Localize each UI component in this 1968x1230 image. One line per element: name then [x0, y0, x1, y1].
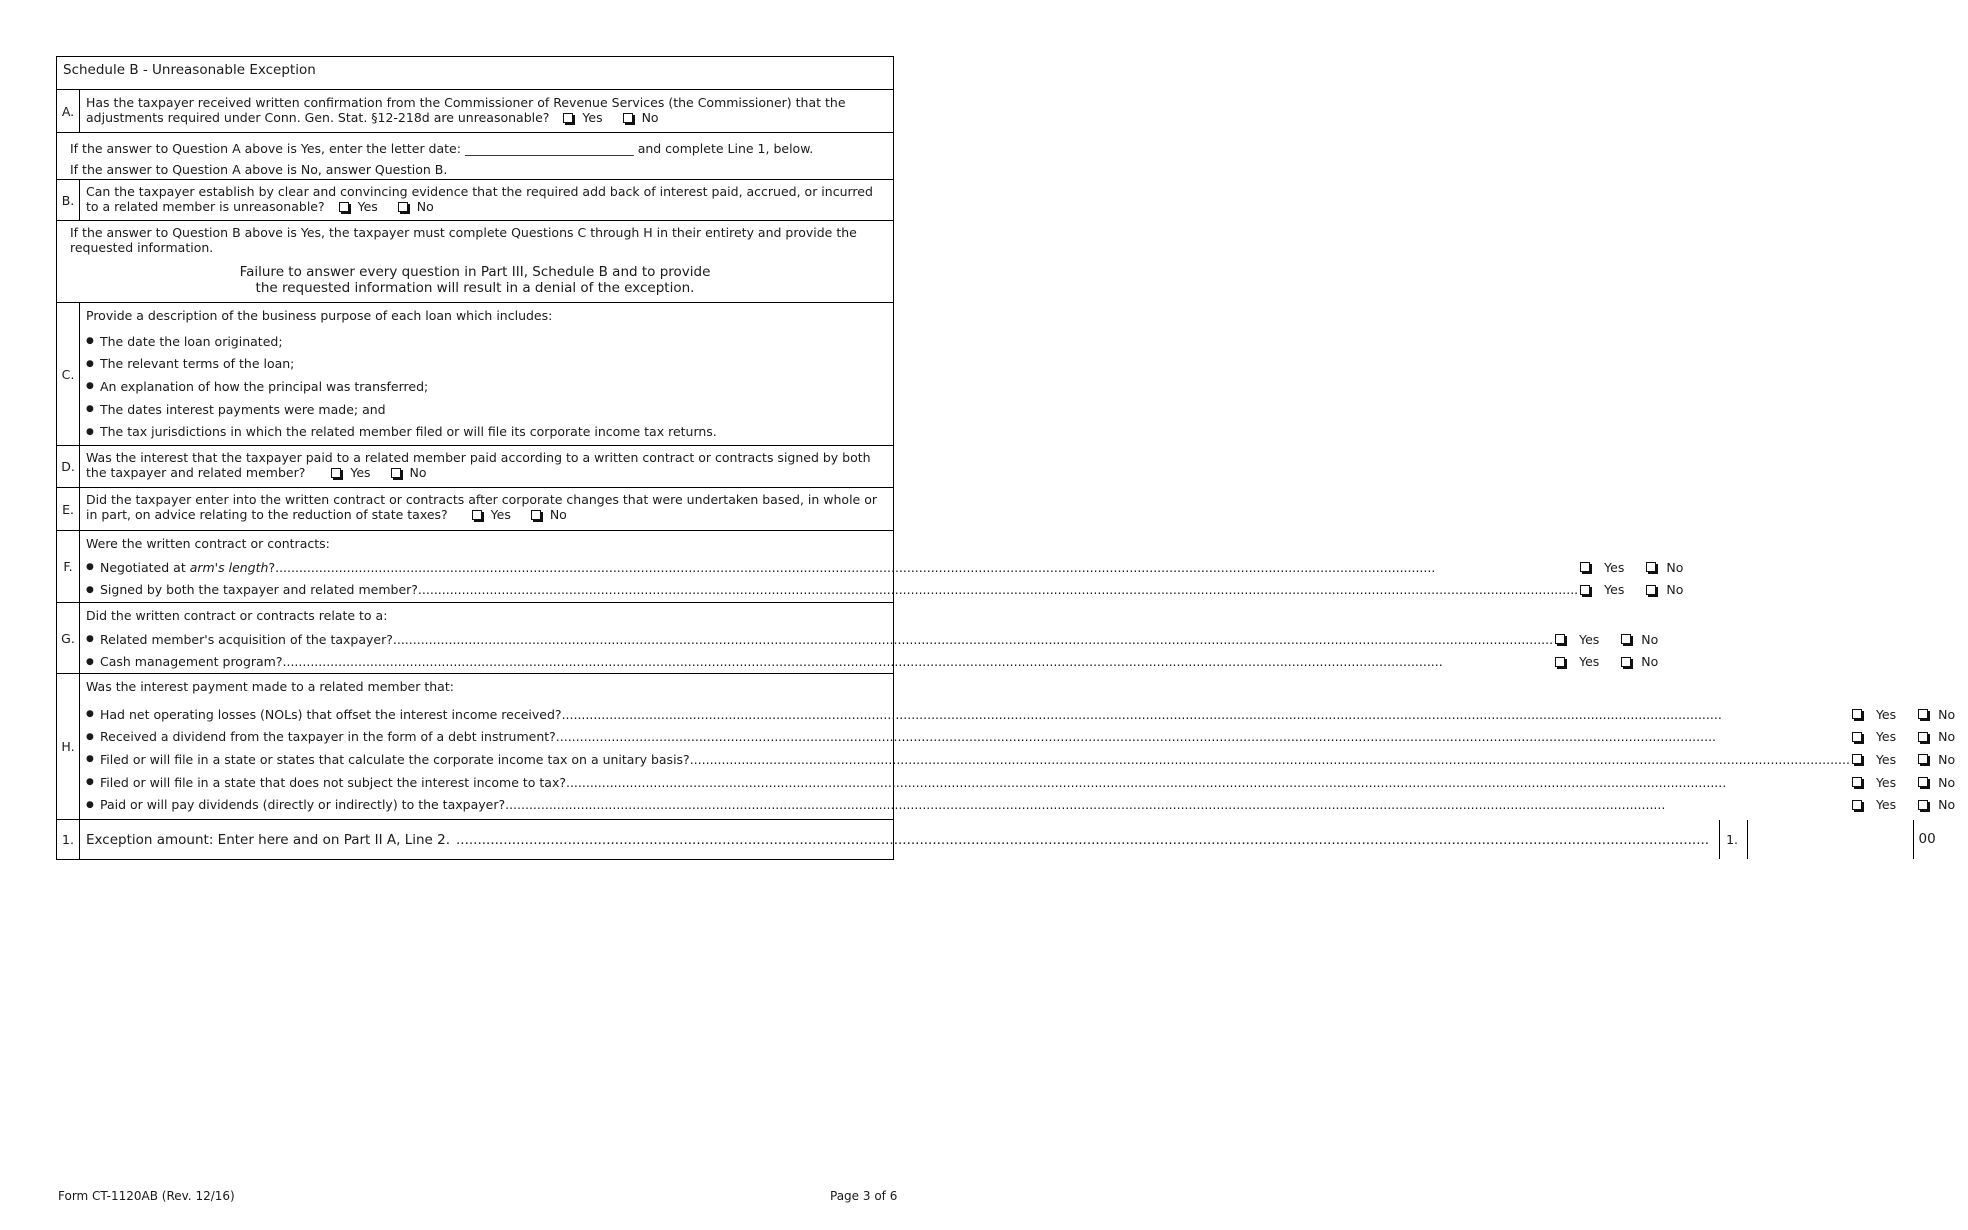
question-d-yes-checkbox[interactable] — [331, 468, 341, 478]
list-item: ● The tax jurisdictions in which the related member filed or will file its corporate income tax returns. — [86, 424, 717, 440]
question-b-letter: B. — [57, 180, 80, 220]
h4-yes-checkbox[interactable] — [1852, 777, 1862, 787]
warning-line-1: Failure to answer every question in Part III, Schedule B and to provide — [239, 264, 711, 280]
question-b-note — [57, 221, 893, 302]
bullet-icon: ● — [86, 336, 94, 347]
question-e-letter: E. — [57, 488, 80, 530]
form-id: Form CT-1120AB (Rev. 12/16) — [58, 1189, 235, 1203]
question-d-letter: D. — [57, 446, 80, 487]
question-a-row — [57, 89, 893, 132]
question-a-no-label: No — [641, 110, 659, 125]
bullet-icon: ● — [86, 799, 94, 810]
h2-no-checkbox[interactable] — [1918, 732, 1928, 742]
question-c-row — [57, 302, 893, 445]
exception-amount-cents: 00 — [1918, 831, 1936, 847]
bullet-icon: ● — [86, 562, 94, 573]
line-1-box-label: 1. — [1720, 820, 1748, 859]
line-1-label: Exception amount: Enter here and on Part II A, Line 2. ..... — [80, 820, 1720, 859]
list-item: ● Filed or will file in a state or states that calculate the corporate income tax on a unitary basis? ..... Yes No — [86, 748, 1968, 771]
list-item: ● The relevant terms of the loan; — [86, 356, 295, 372]
question-b-content — [80, 180, 893, 220]
h1-no-checkbox[interactable] — [1918, 709, 1928, 719]
question-a-content — [80, 90, 893, 132]
bullet-icon: ● — [86, 634, 94, 645]
bullet-icon: ● — [86, 731, 94, 742]
h1-yes-checkbox[interactable] — [1852, 709, 1862, 719]
denial-warning — [70, 264, 880, 296]
question-f-letter: F. — [57, 531, 80, 602]
list-item: ● Received a dividend from the taxpayer in the form of a debt instrument? ..... Yes No — [86, 726, 1968, 749]
g2-no-checkbox[interactable] — [1621, 657, 1631, 667]
question-b-no-label: No — [416, 199, 434, 214]
exception-amount-input[interactable] — [1748, 820, 1914, 859]
g1-no-checkbox[interactable] — [1621, 634, 1631, 644]
question-d-text: Was the interest that the taxpayer paid to a related member paid according to a written contract or contracts signed by both the taxpayer and related member? — [86, 450, 871, 480]
letter-date-field[interactable]: ___________________________ — [464, 141, 634, 156]
list-item: ● Negotiated at arm's length? ..... Yes No — [86, 556, 1696, 579]
f1-no-checkbox[interactable] — [1646, 562, 1656, 572]
list-item: ● The date the loan originated; — [86, 333, 283, 349]
schedule-title: Schedule B - Unreasonable Exception — [63, 62, 316, 78]
schedule-title-row — [57, 57, 893, 89]
question-e-yes-checkbox[interactable] — [472, 510, 482, 520]
line-1-number: 1. — [57, 820, 80, 859]
question-g-row — [57, 602, 1659, 673]
list-item: ● Paid or will pay dividends (directly or indirectly) to the taxpayer? ..... Yes No — [86, 793, 1968, 816]
question-b-row — [57, 179, 893, 220]
question-a-yes-label: Yes — [582, 110, 603, 125]
question-h-content — [80, 674, 1968, 819]
bullet-icon: ● — [86, 584, 94, 595]
list-item: ● Signed by both the taxpayer and related member? ..... Yes No — [86, 579, 1696, 602]
question-d-row — [57, 445, 893, 487]
question-d-no-label: No — [409, 465, 427, 480]
question-d-yes-label: Yes — [350, 465, 371, 480]
bullet-icon: ● — [86, 381, 94, 392]
bullet-icon: ● — [86, 754, 94, 765]
question-c-content — [80, 303, 893, 445]
question-h-letter: H. — [57, 674, 80, 819]
schedule-b-form — [56, 56, 1956, 860]
warning-line-2: the requested information will result in a denial of the exception. — [255, 280, 695, 296]
bullet-icon: ● — [86, 404, 94, 415]
question-b-yes-label: Yes — [357, 199, 378, 214]
note-a-line1-prefix: If the answer to Question A above is Yes, enter the letter date: — [70, 141, 461, 156]
question-f-row — [57, 530, 1684, 602]
note-b-text: If the answer to Question B above is Yes, the taxpayer must complete Questions C through H in their entirety and provide the requested information. — [70, 225, 857, 255]
h5-yes-checkbox[interactable] — [1852, 800, 1862, 810]
list-item: ● Filed or will file in a state that does not subject the interest income to tax? ..... Yes No — [86, 771, 1968, 794]
question-b-no-checkbox[interactable] — [398, 202, 408, 212]
question-b-yes-checkbox[interactable] — [339, 202, 349, 212]
question-d-content — [80, 446, 893, 487]
question-g-content — [80, 603, 1671, 673]
list-item: ● Cash management program? ..... Yes No — [86, 651, 1671, 674]
f1-yes-checkbox[interactable] — [1580, 562, 1590, 572]
h4-no-checkbox[interactable] — [1918, 777, 1928, 787]
bullet-icon: ● — [86, 656, 94, 667]
question-g-intro: Did the written contract or contracts relate to a: — [86, 608, 388, 623]
question-e-row — [57, 487, 893, 530]
question-f-intro: Were the written contract or contracts: — [86, 536, 330, 551]
question-e-text: Did the taxpayer enter into the written contract or contracts after corporate changes that were undertaken based, in whole or in part, on advice relating to the reduction of state taxes? — [86, 492, 877, 522]
question-e-no-checkbox[interactable] — [531, 510, 541, 520]
list-item: ● Related member's acquisition of the taxpayer? ..... Yes No — [86, 628, 1671, 651]
question-d-no-checkbox[interactable] — [391, 468, 401, 478]
question-a-note — [57, 133, 893, 179]
bullet-icon: ● — [86, 426, 94, 437]
question-h-row — [57, 673, 1956, 819]
question-a-note-row — [57, 132, 893, 179]
note-a-line2: If the answer to Question A above is No, answer Question B. — [70, 162, 448, 177]
h5-no-checkbox[interactable] — [1918, 800, 1928, 810]
f2-yes-checkbox[interactable] — [1580, 585, 1590, 595]
question-b-note-row — [57, 220, 893, 302]
line-1-row — [57, 819, 1936, 859]
question-f-content — [80, 531, 1696, 602]
question-a-no-checkbox[interactable] — [623, 113, 633, 123]
question-c-letter: C. — [57, 303, 80, 445]
question-c-intro: Provide a description of the business purpose of each loan which includes: — [86, 308, 553, 323]
list-item: ● The dates interest payments were made; and — [86, 401, 386, 417]
bullet-icon: ● — [86, 709, 94, 720]
question-a-yes-checkbox[interactable] — [563, 113, 573, 123]
question-h-intro: Was the interest payment made to a related member that: — [86, 679, 454, 694]
g2-yes-checkbox[interactable] — [1555, 657, 1565, 667]
question-e-content — [80, 488, 893, 530]
list-item: ● Had net operating losses (NOLs) that offset the interest income received? ..... Yes No — [86, 703, 1968, 726]
question-e-no-label: No — [549, 507, 567, 522]
question-e-yes-label: Yes — [490, 507, 511, 522]
g1-yes-checkbox[interactable] — [1555, 634, 1565, 644]
h3-no-checkbox[interactable] — [1918, 754, 1928, 764]
list-item: ● An explanation of how the principal was transferred; — [86, 378, 429, 394]
f2-no-checkbox[interactable] — [1646, 585, 1656, 595]
h2-yes-checkbox[interactable] — [1852, 732, 1862, 742]
question-g-letter: G. — [57, 603, 80, 673]
bullet-icon: ● — [86, 777, 94, 788]
note-a-line1-suffix: and complete Line 1, below. — [637, 141, 814, 156]
bullet-icon: ● — [86, 358, 94, 369]
question-a-letter: A. — [57, 90, 80, 132]
h3-yes-checkbox[interactable] — [1852, 754, 1862, 764]
question-a-text: Has the taxpayer received written confirmation from the Commissioner of Revenue Services (the Commissioner) that the adjustments required under Conn. Gen. Stat. §12-218d are unreasonable? — [86, 95, 846, 125]
question-b-text: Can the taxpayer establish by clear and convincing evidence that the required add back of interest paid, accrued, or incurred to a related member is unreasonable? — [86, 184, 873, 214]
page-number: Page 3 of 6 — [830, 1189, 898, 1203]
